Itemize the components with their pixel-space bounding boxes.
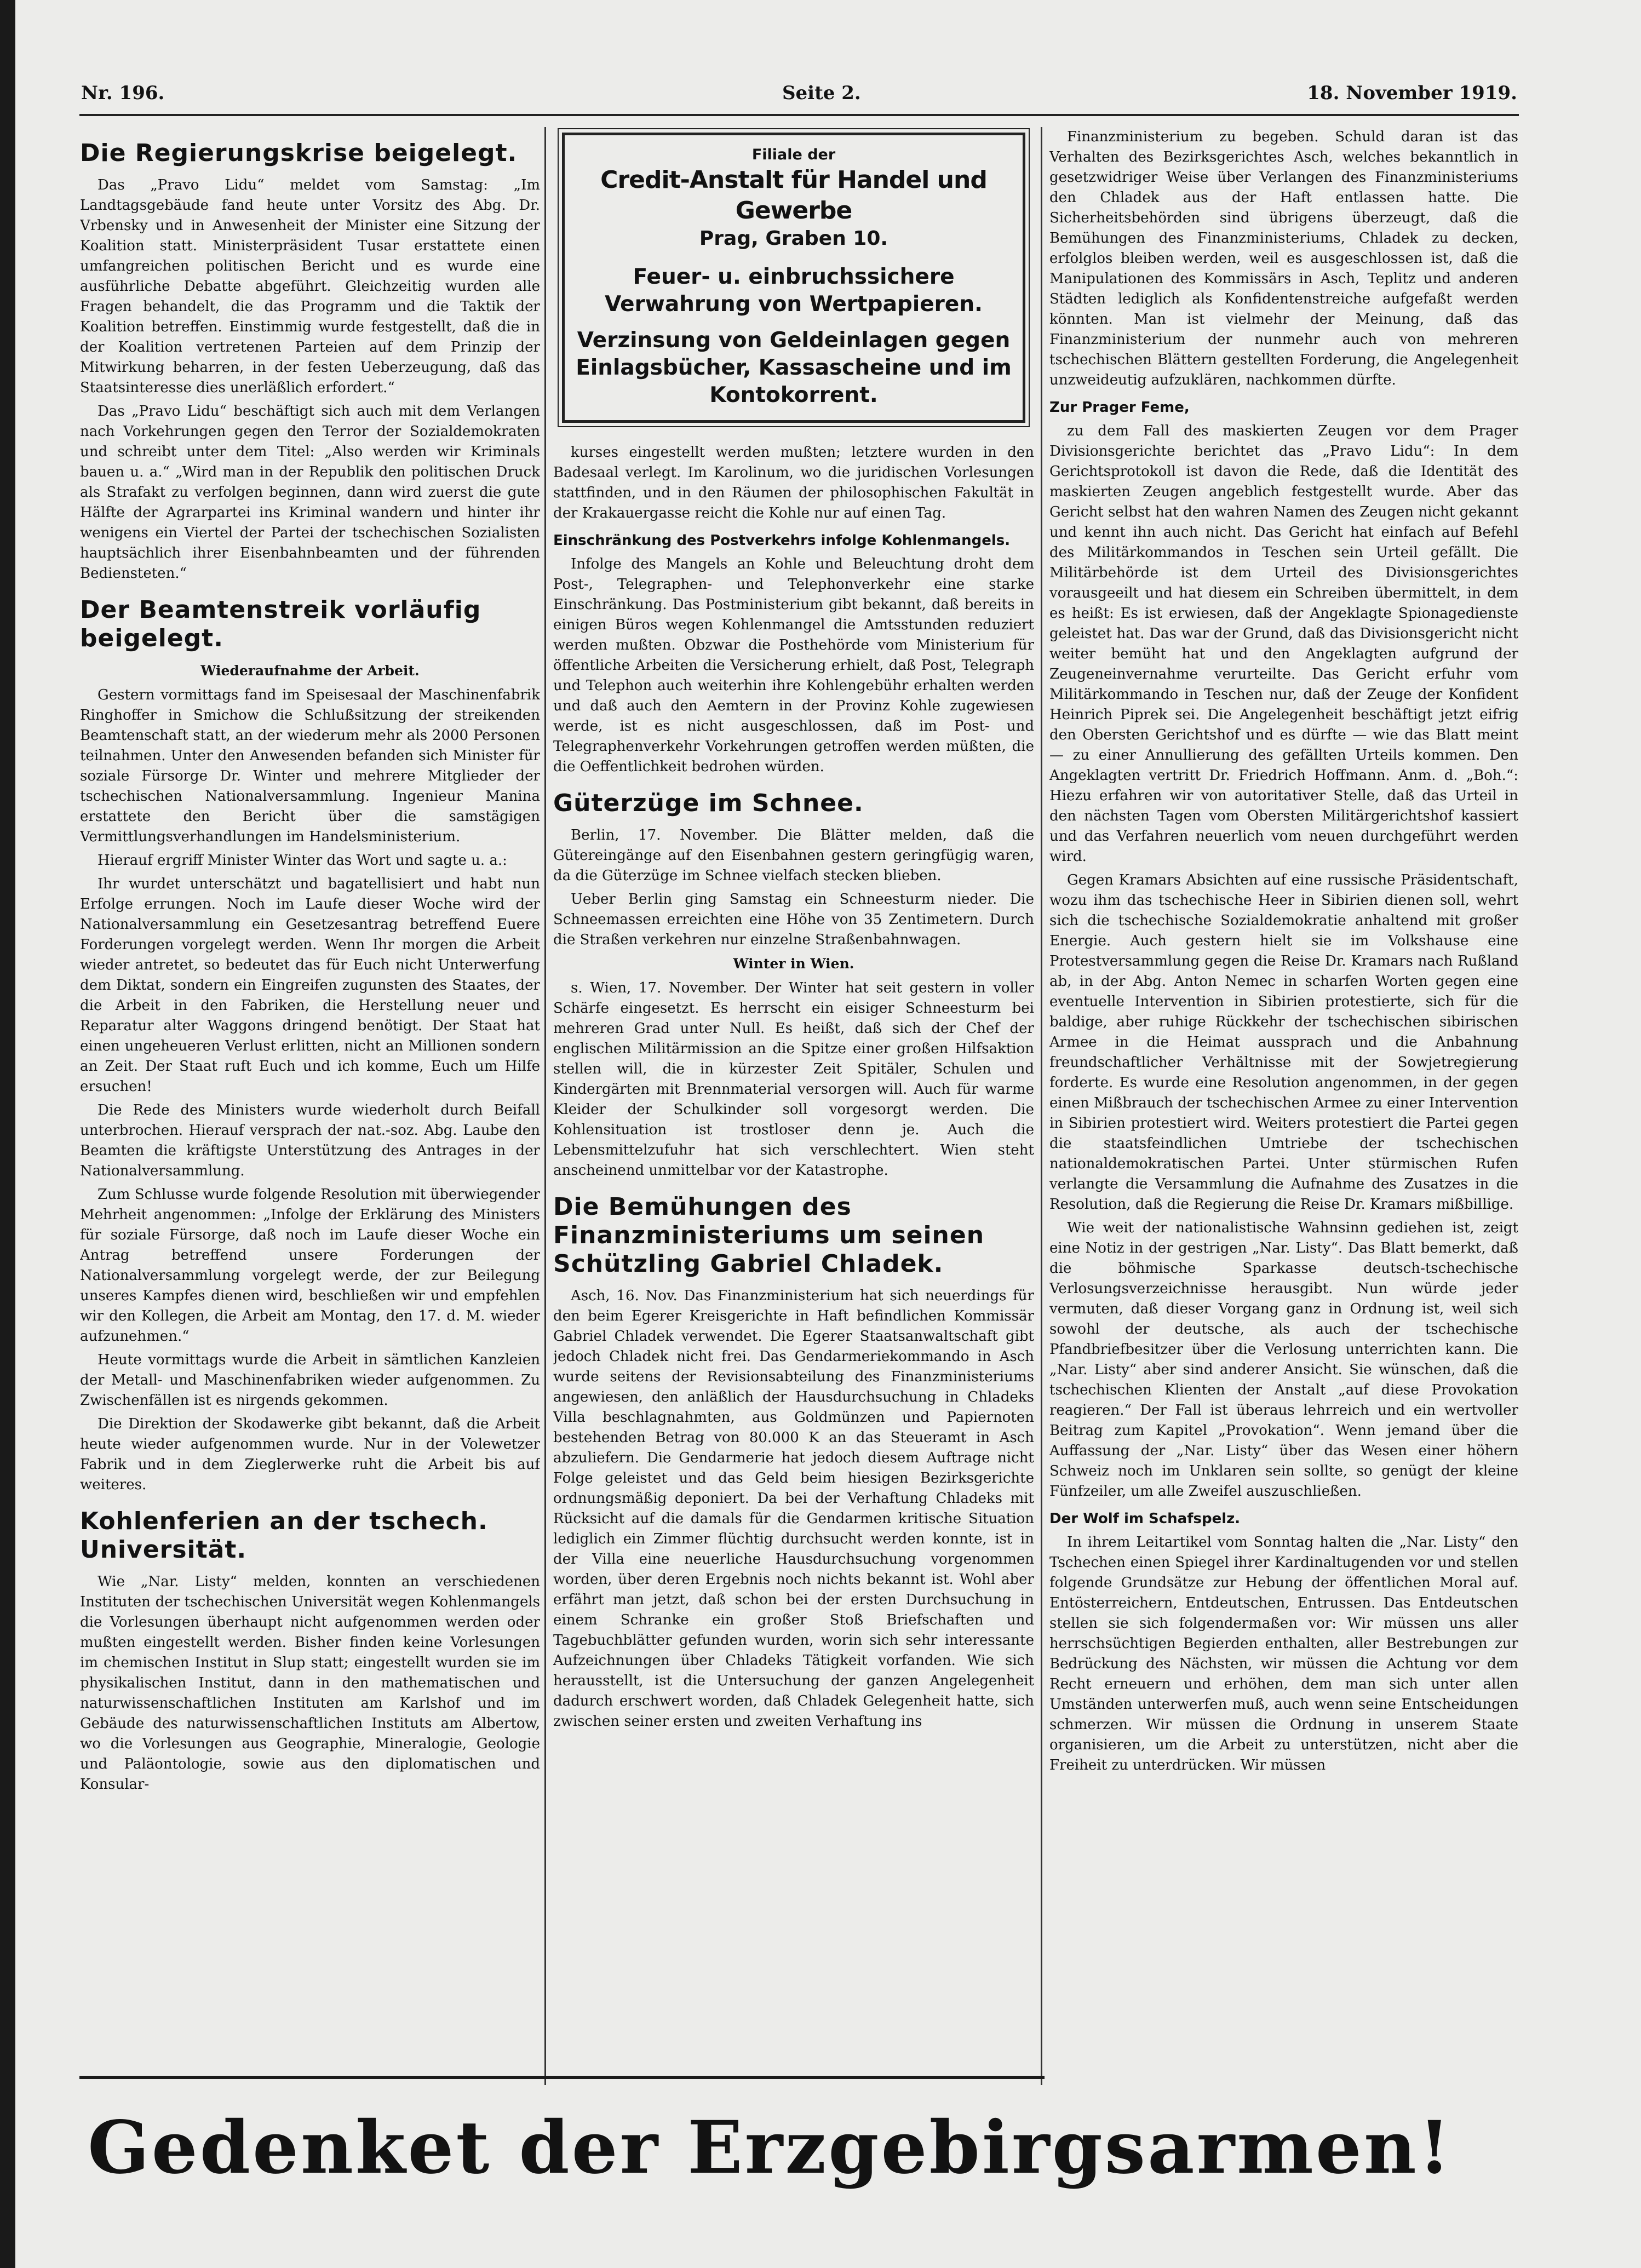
column-middle xyxy=(553,127,1034,2055)
headline-beamtenstreik: Der Beamtenstreik vorläufig beigelegt. xyxy=(80,596,481,652)
paragraph: Das „Pravo Lidu“ meldet vom Samstag: „Im Landtagsgebäude fand heute unter Vorsitz des Abg. Dr. Vrbensky und in Anwesenheit der Minister eine Sitzung der Koalition statt. Ministerpräsident Tusar erstattete einen umfangreichen politischen Bericht und es wurde eine ausführliche Debatte abgeführt. Gleichzeitig wurden alle Fragen behandelt, die das Programm und die Taktik der Koalition betreffen. Einstimmig wurde festgestellt, daß die in der Koalition vertretenen Parteien auf dem Prinzip der Mitwirkung beharren, in der festen Ueberzeugung, daß das Staatsinteresse dies unerläßlich erfordert.“ xyxy=(80,177,540,396)
paragraph: Zum Schlusse wurde folgende Resolution mit überwiegender Mehrheit angenommen: „Infolge der Erklärung des Ministers für soziale Fürsorge, daß noch im Laufe dieser Woche ein Antrag betreffend unsere Forderungen der Nationalversammlung vorgelegt werde, der zur Beilegung unseres Kampfes dienen wird, beschließen wir und empfehlen wir den Kollegen, die Arbeit am Montag, den 17. d. M. wieder aufzunehmen.“ xyxy=(80,1186,540,1345)
footer-rule xyxy=(79,2076,1045,2079)
paragraph: Die Rede des Ministers wurde wiederholt durch Beifall unterbrochen. Hierauf versprach der nat.-soz. Abg. Laube den Beamten die kräftigste Unterstützung des Antrages in der Nationalversammlung. xyxy=(80,1102,540,1179)
paragraph: s. Wien, 17. November. Der Winter hat seit gestern in voller Schärfe eingesetzt. Es herrscht ein eisiger Schneesturm bei mehreren Grad unter Null. Es heißt, daß sich der Chef der englischen Militärmission an die Spitze einer großen Hilfsaktion stellen will, die in kürzester Zeit Spitäler, Schulen und Kindergärten mit Brennmaterial versorgen will. Auch für warme Kleider der Schulkinder soll vorgesorgt werden. Die Kohlensituation ist trostloser denn je. Auch die Lebensmittelzufuhr hat sich verschlechtert. Wien steht anscheinend unmittelbar vor der Katastrophe. xyxy=(553,980,1034,1179)
column-right xyxy=(1049,127,1518,2055)
paragraph: kurses eingestellt werden mußten; letztere wurden in den Badesaal verlegt. Im Karolinum, wo die juridischen Vorlesungen stattfinden, und in den Räumen der philosophischen Fakultät in der Krakauergasse reicht die Kohle nur auf einen Tag. xyxy=(553,444,1034,521)
paragraph: Berlin, 17. November. Die Blätter melden, daß die Gütereingänge auf den Eisenbahnen gestern geringfügig waren, da die Güterzüge im Schnee vielfach stecken blieben. xyxy=(553,827,1034,884)
paragraph: Gestern vormittags fand im Speisesaal der Maschinenfabrik Ringhoffer in Smichow die Schlußsitzung der streikenden Beamtenschaft statt, an der wiederum mehr als 2000 Personen teilnahmen. Unter den Anwesenden befanden sich Minister für soziale Fürsorge Dr. Winter und mehrere Mitglieder der tschechischen Nationalversammlung. Ingenieur Manina erstattete den Bericht über die samstägigen Vermittlungsverhandlungen im Handelsministerium. xyxy=(80,687,540,845)
issue-number: Nr. 196. xyxy=(81,82,165,104)
headline-postverkehr: Einschränkung des Postverkehrs infolge Kohlenmangels. xyxy=(553,532,1011,549)
page-header xyxy=(81,82,1517,107)
subheadline: Winter in Wien. xyxy=(733,956,854,972)
paragraph: Wie weit der nationalistische Wahnsinn gediehen ist, zeigt eine Notiz in der gestrigen „Nar. Listy“. Das Blatt bemerkt, daß die böhmische Sparkasse deutsch-tschechische Verlosungsverzeichnisse herausgibt. Nun würde jeder vermuten, daß dieser Vorgang ganz in Ordnung ist, weil sich sowohl der deutsche, als auch der tschechische Pfandbriefbesitzer über die Verlosung unterrichten kann. Die „Nar. Listy“ aber sind anderer Ansicht. Sie wünschen, daß die tschechischen Klienten der Anstalt „auf diese Provokation reagieren.“ Der Fall ist überaus lehrreich und ein wertvoller Beitrag zum Kapitel „Provokation“. Wenn jemand über die Auffassung der „Nar. Listy“ über das Wesen einer höhern Schweiz noch im Unklaren sein sollte, so genügt der kleine Fünfzeiler, um alle Zweifel auszuschließen. xyxy=(1049,1220,1518,1500)
ad-bank-name: Credit-Anstalt für Handel und Gewerbe xyxy=(600,166,987,225)
headline-prager-feme: Zur Prager Feme, xyxy=(1049,399,1190,416)
paragraph: Infolge des Mangels an Kohle und Beleuchtung droht dem Post-, Telegraphen- und Telephonverkehr eine starke Einschränkung. Das Postministerium gibt bekannt, daß bereits in einigen Büros wegen Kohlenmangel die Amtsstunden reduziert werden mußten. Obzwar die Posthehörde vom Ministerium für öffentliche Arbeiten die Versicherung erhielt, daß Post, Telegraph und Telephon auch weiterhin ihre Kohlengebühr erhalten werden und daß auch den Aemtern in der Provinz Kohle zugewiesen werde, ist es nicht ausgeschlossen, daß im Post- und Telegraphenverkehr Vorkehrungen getroffen werden müßten, die die Oeffentlichkeit bedrohen würden. xyxy=(553,556,1034,775)
scan-edge xyxy=(0,0,15,2268)
ad-service: Verzinsung von Geldeinlagen gegen Einlagsbücher, Kassascheine und im Kontokorrent. xyxy=(576,328,1012,407)
headline-regierungskrise: Die Regierungskrise beigelegt. xyxy=(80,139,518,167)
page-number: Seite 2. xyxy=(782,82,861,104)
paragraph: In ihrem Leitartikel vom Sonntag halten die „Nar. Listy“ den Tschechen einen Spiegel ihrer Kardinaltugenden vor und stellen folgende Grundsätze zur Hebung der öffentlichen Moral auf. Entösterreichern, Entdeutschen, Entrussen. Das Entdeutschen stellen sie sich folgendermaßen vor: Wir müssen uns aller herrschsüchtigen Begierden enthalten, aller Bestrebungen zur Bedrückung des Nächsten, wir müssen die Achtung vor dem Recht erneuern und erhöhen, dem man sich unter allen Umständen unterwerfen muß, auch wenn seine Entscheidungen schmerzen. Wir müssen die Ordnung in unserem Staate organisieren, um die Arbeit zu unterstützen, nicht aber die Freiheit zu unterdrücken. Wir müssen xyxy=(1049,1534,1518,1773)
footer-slogan: Gedenket der Erzgebirgsarmen! xyxy=(88,2105,1453,2190)
column-left xyxy=(80,127,540,2055)
headline-wolf-im-schafspelz: Der Wolf im Schafspelz. xyxy=(1049,1511,1241,1527)
paragraph: Die Direktion der Skodawerke gibt bekannt, daß die Arbeit heute wieder aufgenommen wurde. Nur in der Volewetzer Fabrik und in dem Zieglerwerke ruht die Arbeit bis auf weiteres. xyxy=(80,1416,540,1493)
paragraph: zu dem Fall des maskierten Zeugen vor dem Prager Divisionsgerichte berichtet das „Pravo Lidu“: In dem Gerichtsprotokoll ist davon die Rede, daß die Identität des maskierten Zeugen angeblich festgestellt wurde. Aber das Gericht selbst hat den wahren Namen des Zeugen nicht gekannt und kennt ihn auch nicht. Das Gericht hat einfach auf Befehl des Militärkommandos in Teschen sein Urteil gefällt. Die Militärbehörde ist dem Urteil des Divisionsgerichtes vorausgeeilt und hat diesem ein Schreiben übermittelt, in dem es heißt: Es ist erwiesen, daß der Angeklagte Spionagedienste geleistet hat. Das war der Grund, daß das Divisionsgericht nicht weiter bemüht hat und den Angeklagten aufgrund der Zeugeneinvernahme verurteilte. Das Gericht erfuhr vom Militärkommando in Teschen nur, daß der Zeuge der Konfident Heinrich Piprek sei. Die Angelegenheit beschäftigt jetzt eifrig den Obersten Gerichtshof und es dürfte — wie das Blatt meint — zu einer Annullierung des gefällten Urteils kommen. Den Angeklagten vertritt Dr. Friedrich Hoffmann. Anm. d. „Boh.“: Hiezu erfahren wir von autoritativer Stelle, daß das Urteil in den nächsten Tagen vom Obersten Militärgerichtshof kassiert und das Verfahren neuerlich vom neuen durchgeführt werden wird. xyxy=(1049,423,1518,865)
ad-service: Feuer- u. einbruchssichere Verwahrung von Wertpapieren. xyxy=(605,265,983,317)
paragraph: Ihr wurdet unterschätzt und bagatellisiert und habt nun Erfolge errungen. Noch im Laufe dieser Woche wird der Nationalversammlung ein Gesetzesantrag betreffend Euere Forderungen vorgelegt werden. Wenn Ihr morgen die Arbeit wieder antretet, so bedeutet das für Euch nicht Unterwerfung dem Diktat, sondern ein Eingreifen zugunsten des Staates, der die Arbeit in den Fabriken, die Herstellung neuer und Reparatur alter Waggons dringend benötigt. Der Staat hat einen ungeheueren Verlust erlitten, nicht an Millionen sondern an Zeit. Der Staat ruft Euch und ich komme, Euch um Hilfe ersuchen! xyxy=(80,876,540,1095)
bank-advertisement xyxy=(562,133,1025,423)
issue-date: 18. November 1919. xyxy=(1307,82,1517,104)
column-rule xyxy=(1041,127,1042,2085)
headline-kohlenferien: Kohlenferien an der tschech. Universität. xyxy=(80,1507,488,1564)
paragraph: Heute vormittags wurde die Arbeit in sämtlichen Kanzleien der Metall- und Maschinenfabriken wieder aufgenommen. Zu Zwischenfällen ist es nirgends gekommen. xyxy=(80,1352,540,1409)
headline-finanzministerium: Die Bemühungen des Finanzministeriums um seinen Schützling Gabriel Chladek. xyxy=(553,1193,985,1278)
header-rule xyxy=(79,114,1519,116)
subheadline: Wiederaufnahme der Arbeit. xyxy=(200,663,420,679)
ad-branch-label: Filiale der xyxy=(751,146,836,163)
paragraph: Wie „Nar. Listy“ melden, konnten an verschiedenen Instituten der tschechischen Universität wegen Kohlenmangels die Vorlesungen überhaupt nicht aufgenommen werden oder mußten eingestellt werden. Bisher finden keine Vorlesungen im chemischen Institut in Slup statt; eingestellt wurden sie im physikalischen Institut, dann in den mathematischen und naturwissenschaftlichen Instituten am Karlshof und im Gebäude des naturwissenschaftlichen Instituts am Albertow, wo die Vorlesungen aus Geographie, Mineralogie, Geologie und Paläontologie, sowie aus den diplomatischen und Konsular- xyxy=(80,1574,540,1793)
paragraph: Hierauf ergriff Minister Winter das Wort und sagte u. a.: xyxy=(97,852,507,869)
paragraph: Finanzministerium zu begeben. Schuld daran ist das Verhalten des Bezirksgerichtes Asch, welches bekanntlich in gesetzwidriger Weise über Verlangen des Finanzministeriums den Chladek aus der Haft entlassen hatte. Die Sicherheitsbehörden sind übrigens überzeugt, daß die Bemühungen des Finanzministeriums, Chladek zu decken, erfolglos bleiben werden, weil es ausgeschlossen ist, daß die Manipulationen des Kommissärs in Asch, Teplitz und anderen Städten lediglich als Konfidentenstreiche aufgefaßt werden könnten. Man ist vielmehr der Meinung, daß das Finanzministerium der nunmehr auch von mehreren tschechischen Blättern gestellten Forderung, die Angelegenheit unzweideutig aufzuklären, nachkommen dürfte. xyxy=(1049,129,1518,388)
headline-gueterzuege: Güterzüge im Schnee. xyxy=(553,789,864,817)
paragraph: Das „Pravo Lidu“ beschäftigt sich auch mit dem Verlangen nach Vorkehrungen gegen den Terror der Sozialdemokraten und schreibt unter dem Titel: „Also werden wir Kriminals bauen u. a.“ „Wird man in der Republik den politischen Druck als Strafakt zu verfolgen beginnen, dann wird zuerst die gute Hälfte der Agrarpartei ins Kriminal wandern und hinter ihr wenigens ein Viertel der Partei der tschechischen Sozialisten hauptsächlich ihrer Eisenbahnbeamten und der führenden Bediensteten.“ xyxy=(80,403,540,582)
paragraph: Gegen Kramars Absichten auf eine russische Präsidentschaft, wozu ihm das tschechische Heer in Sibirien dienen soll, wehrt sich die tschechische Sozialdemokratie anhaltend mit großer Energie. Auch gestern hielt sie im Volkshause eine Protestversammlung gegen die Reise Dr. Kramars nach Rußland ab, in der Abg. Anton Nemec in scharfen Worten gegen eine eventuelle Intervention in Sibirien protestierte, sich für die baldige, aber ruhige Rückkehr der tschechischen sibirischen Armee in die Heimat aussprach und die Anbahnung freundschaftlicher Verhältnisse mit der Sowjetregierung forderte. Es wurde eine Resolution angenommen, in der gegen einen Mißbrauch der tschechischen Armee zu einer Intervention in Sibirien protestiert wird. Weiters protestiert die Partei gegen die staatsfeindlichen Umtriebe der tschechischen nationaldemokratischen Partei. Unter stürmischen Rufen verlangte die Versammlung die Aufnahme des Zusatzes in die Resolution, daß die Regierung die Reise Dr. Kramars mißbillige. xyxy=(1049,872,1518,1213)
paragraph: Ueber Berlin ging Samstag ein Schneesturm nieder. Die Schneemassen erreichten eine Höhe von 35 Zentimetern. Durch die Straßen verkehren nur einzelne Straßenbahnwagen. xyxy=(553,891,1034,948)
paragraph: Asch, 16. Nov. Das Finanzministerium hat sich neuerdings für den beim Egerer Kreisgerichte in Haft befindlichen Kommissär Gabriel Chladek verwendet. Die Egerer Staatsanwaltschaft gibt jedoch Chladek nicht frei. Das Gendarmeriekommando in Asch wurde seitens der Revisionsabteilung des Finanzministeriums angewiesen, den anläßlich der Hausdurchsuchung in Chladeks Villa beschlagnahmten, aus Goldmünzen und Papiernoten bestehenden Betrag von 80.000 K an das Steueramt in Asch abzuliefern. Die Gendarmerie hat jedoch diesem Auftrage nicht Folge geleistet und das Geld beim hiesigen Bezirksgerichte ordnungsmäßig deponiert. Da bei der Verhaftung Chladeks mit Rücksicht auf die damals für die Gendarmen kritische Situation lediglich ein Zimmer flüchtig durchsucht werden konnte, ist in der Villa eine neuerliche Hausdurchsuchung vorgenommen worden, über deren Ergebnis noch nichts bekannt ist. Wohl aber erfährt man jetzt, daß schon bei der ersten Durchsuchung in einem Schranke ein großer Stoß Briefschaften und Tagebuchblätter gefunden wurden, worin sich sehr interessante Aufzeichnungen über Chladeks Tätigkeit vorfanden. Wie sich herausstellt, ist die Untersuchung der ganzen Angelegenheit dadurch erschwert worden, daß Chladek Gelegenheit hatte, sich zwischen seiner ersten und zweiten Verhaftung ins xyxy=(553,1288,1034,1730)
column-rule xyxy=(544,127,546,2085)
ad-address: Prag, Graben 10. xyxy=(699,227,888,250)
